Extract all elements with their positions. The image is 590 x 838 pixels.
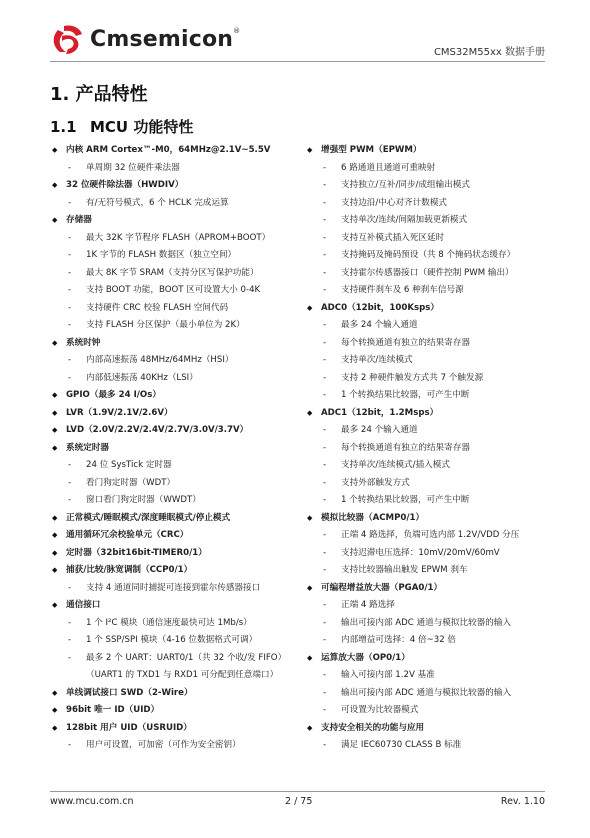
feature-text: 内核 ARM Cortex™-M0，64MHz@2.1V~5.5V (66, 145, 271, 155)
feature-text: 窗口看门狗定时器（WWDT） (86, 495, 201, 505)
diamond-bullet-icon: ◆ (52, 688, 58, 697)
dash-marker: - (323, 740, 327, 750)
feature-subitem (305, 282, 555, 300)
feature-text: 支持霍尔传感器接口（硬件控制 PWM 输出） (341, 267, 514, 278)
feature-text: 正常模式/睡眠模式/深度睡眠模式/停止模式 (66, 512, 231, 523)
feature-text: 支持单次/连续模式 (341, 355, 413, 365)
feature-subitem (50, 615, 300, 633)
dash-marker: - (323, 267, 327, 278)
feature-subitem (50, 475, 300, 493)
feature-subitem (50, 457, 300, 475)
dash-marker: - (323, 285, 327, 295)
feature-text: 支持独立/互补/同步/成组输出模式 (341, 180, 470, 190)
feature-text: 支持单次/连续模式/插入模式 (341, 460, 450, 470)
diamond-bullet-icon: ◆ (52, 531, 58, 539)
diamond-bullet-icon: ◆ (52, 513, 58, 522)
dash-marker: - (323, 162, 327, 173)
feature-subitem (305, 160, 555, 178)
feature-text: LVD（2.0V/2.2V/2.4V/2.7V/3.0V/3.7V） (66, 425, 249, 435)
feature-subitem (305, 265, 555, 283)
footer-website: www.mcu.com.cn (50, 796, 134, 807)
feature-text: 最大 32K 字节程序 FLASH（APROM+BOOT） (86, 232, 271, 243)
feature-subitem (305, 457, 555, 475)
feature-text: 输出可接内部 ADC 通道与模拟比较器的输入 (341, 617, 512, 628)
feature-subitem (50, 492, 300, 510)
dash-marker: - (323, 215, 327, 225)
feature-text: 1 个 SSP/SPI 模块（4-16 位数据格式可调） (86, 635, 258, 645)
feature-subitem (305, 475, 555, 493)
feature-text: 正端 4 路选择，负端可选内部 1.2V/VDD 分压 (341, 530, 520, 540)
feature-text: LVR（1.9V/2.1V/2.6V） (66, 407, 173, 418)
feature-text: 定时器（32bit16bit-TIMER0/1） (66, 547, 207, 558)
feature-text: 支持互补模式插入死区延时 (341, 232, 445, 243)
dash-marker: - (323, 635, 327, 645)
feature-text: （UART1 的 TXD1 与 RXD1 可分配到任意端口） (86, 670, 279, 680)
feature-text: 24 位 SysTick 定时器 (86, 460, 172, 470)
diamond-bullet-icon: ◆ (52, 443, 58, 452)
feature-text: 支持边沿/中心对齐计数模式 (341, 197, 448, 208)
feature-subitem (305, 387, 555, 405)
dash-marker: - (323, 250, 327, 260)
feature-text: 支持硬件刹车及 6 种刹车信号源 (341, 285, 464, 295)
dash-marker: - (323, 232, 327, 243)
feature-text: 每个转换通道有独立的结果寄存器 (341, 337, 470, 348)
feature-text: 128bit 用户 UID（USRUID） (66, 722, 192, 733)
feature-item (50, 405, 300, 423)
dash-marker: - (323, 197, 327, 208)
dash-marker: - (323, 495, 327, 505)
subsection-heading: MCU 功能特性 (90, 118, 194, 136)
diamond-bullet-icon: ◆ (52, 146, 58, 154)
feature-list-right (305, 142, 555, 755)
feature-item (50, 545, 300, 563)
feature-subitem (50, 352, 300, 370)
dash-marker: - (68, 652, 72, 663)
feature-text: 通用循环冗余校验单元（CRC） (66, 530, 189, 540)
feature-item (50, 702, 300, 720)
feature-text: 运算放大器（OP0/1） (321, 652, 410, 663)
feature-text: 最多 24 个输入通道 (341, 425, 418, 435)
feature-subitem (50, 195, 300, 213)
feature-text: 增强型 PWM（EPWM） (321, 145, 422, 155)
feature-subitem (305, 317, 555, 335)
feature-item (50, 685, 300, 703)
dash-marker: - (323, 547, 327, 558)
feature-text: 正端 4 路选择 (341, 600, 395, 610)
feature-text: 内部高速振荡 48MHz/64MHz（HSI） (86, 355, 234, 365)
feature-text: 1K 字节的 FLASH 数据区（独立空间） (86, 250, 237, 260)
feature-item (50, 177, 300, 195)
dash-marker: - (68, 267, 72, 278)
feature-item (305, 510, 555, 528)
feature-text: 模拟比较器（ACMP0/1） (321, 512, 425, 523)
diamond-bullet-icon: ◆ (52, 391, 58, 399)
feature-subitem (305, 352, 555, 370)
feature-text: 最多 2 个 UART：UART0/1（共 32 个收/发 FIFO） (86, 652, 287, 663)
feature-text: 有/无符号模式，6 个 HCLK 完成运算 (86, 197, 229, 208)
dash-marker: - (68, 285, 72, 295)
cmsemicon-logo-icon (50, 22, 86, 58)
feature-subitem (305, 195, 555, 213)
diamond-bullet-icon: ◆ (52, 216, 58, 224)
dash-marker: - (323, 617, 327, 628)
feature-subitem (50, 265, 300, 283)
feature-subitem (50, 247, 300, 265)
feature-subitem (50, 580, 300, 598)
feature-item (50, 527, 300, 545)
feature-text: 96bit 唯一 ID（UID） (66, 705, 160, 715)
dash-marker: - (68, 635, 72, 645)
dash-marker: - (323, 477, 327, 488)
feature-text: 支持单次/连续/间隔加载更新模式 (341, 215, 468, 225)
feature-subitem (305, 527, 555, 545)
feature-subitem (305, 177, 555, 195)
feature-item (50, 142, 300, 160)
feature-item (50, 212, 300, 230)
feature-item (305, 580, 555, 598)
feature-text: 存储器 (66, 215, 92, 225)
feature-text: ADC1（12bit，1.2Msps） (321, 407, 439, 418)
feature-subitem (50, 300, 300, 318)
dash-marker: - (68, 477, 72, 488)
feature-text: 单周期 32 位硬件乘法器 (86, 162, 180, 173)
feature-text: 内部增益可选择：4 倍~32 倍 (341, 635, 457, 645)
feature-text: 通信接口 (66, 600, 101, 610)
feature-text: 内部低速振荡 40KHz（LSI） (86, 372, 198, 383)
dash-marker: - (323, 460, 327, 470)
feature-text: 支持 FLASH 分区保护（最小单位为 2K） (86, 320, 245, 330)
dash-marker: - (323, 565, 327, 575)
dash-marker: - (323, 337, 327, 348)
feature-subitem (305, 492, 555, 510)
feature-subitem (50, 370, 300, 388)
diamond-bullet-icon: ◆ (307, 653, 313, 662)
feature-subitem (50, 282, 300, 300)
feature-text: 可编程增益放大器（PGA0/1） (321, 582, 443, 593)
feature-text: 看门狗定时器（WDT） (86, 477, 176, 488)
feature-text: 支持外部触发方式 (341, 477, 410, 488)
diamond-bullet-icon: ◆ (52, 408, 58, 417)
subsection-title (50, 116, 193, 137)
feature-text: 支持 BOOT 功能，BOOT 区可设置大小 0-4K (86, 285, 261, 295)
feature-text: 1 个转换结果比较器，可产生中断 (341, 495, 470, 505)
dash-marker: - (323, 355, 327, 365)
feature-subitem (305, 335, 555, 353)
feature-text: 支持 2 种硬件触发方式共 7 个触发源 (341, 372, 484, 383)
subsection-number: 1.1 (50, 118, 77, 136)
feature-text: 32 位硬件除法器（HWDIV） (66, 180, 184, 190)
feature-subitem (305, 422, 555, 440)
feature-item (305, 142, 555, 160)
feature-subitem (305, 230, 555, 248)
dash-marker: - (323, 530, 327, 540)
diamond-bullet-icon: ◆ (52, 566, 58, 574)
section-title: 1. 产品特性 (50, 84, 148, 105)
feature-item (50, 597, 300, 615)
diamond-bullet-icon: ◆ (307, 408, 313, 417)
feature-subitem (305, 545, 555, 563)
diamond-bullet-icon: ◆ (307, 303, 313, 312)
feature-text: 用户可设置，可加密（可作为安全密钥） (86, 740, 241, 750)
feature-item (305, 405, 555, 423)
dash-marker: - (68, 355, 72, 365)
dash-marker: - (323, 705, 327, 715)
feature-item (50, 335, 300, 353)
feature-text: 最大 8K 字节 SRAM（支持分区写保护功能） (86, 267, 259, 278)
feature-item (50, 562, 300, 580)
dash-marker: - (68, 460, 72, 470)
feature-subitem (305, 615, 555, 633)
dash-marker: - (323, 600, 327, 610)
diamond-bullet-icon: ◆ (52, 706, 58, 714)
feature-subitem (50, 667, 300, 685)
feature-subitem (305, 247, 555, 265)
dash-marker: - (68, 197, 72, 208)
dash-marker: - (68, 232, 72, 243)
feature-subitem (50, 650, 300, 668)
feature-text: 捕获/比较/脉宽调制（CCP0/1） (66, 565, 193, 575)
feature-subitem (305, 702, 555, 720)
feature-item (305, 300, 555, 318)
feature-item (305, 720, 555, 738)
feature-text: 支持 4 通道同时捕捉可连接到霍尔传感器接口 (86, 582, 261, 593)
feature-item (50, 387, 300, 405)
feature-text: 输入可接内部 1.2V 基准 (341, 670, 435, 680)
feature-subitem (50, 160, 300, 178)
dash-marker: - (323, 320, 327, 330)
diamond-bullet-icon: ◆ (307, 583, 313, 592)
feature-text: 1 个 I²C 模块（通信速度最快可达 1Mb/s） (86, 617, 252, 628)
feature-subitem (305, 685, 555, 703)
diamond-bullet-icon: ◆ (52, 338, 58, 347)
feature-text: 系统时钟 (66, 337, 101, 348)
diamond-bullet-icon: ◆ (307, 723, 313, 732)
diamond-bullet-icon: ◆ (307, 513, 313, 522)
dash-marker: - (323, 442, 327, 453)
feature-text: 支持掩码及掩码预设（共 8 个掩码状态缓存） (341, 250, 516, 260)
feature-subitem (305, 562, 555, 580)
feature-text: 支持比较器输出触发 EPWM 刹车 (341, 565, 468, 575)
dash-marker: - (68, 372, 72, 383)
dash-marker: - (68, 740, 72, 750)
feature-item (50, 720, 300, 738)
feature-subitem (305, 370, 555, 388)
feature-text: 满足 IEC60730 CLASS B 标准 (341, 740, 462, 750)
dash-marker: - (68, 495, 72, 505)
feature-text: 支持安全相关的功能与应用 (321, 722, 425, 733)
brand-name: Cmsemicon® (90, 27, 241, 52)
feature-text: 输出可接内部 ADC 通道与模拟比较器的输入 (341, 687, 512, 698)
feature-text: 6 路通道且通道可重映射 (341, 162, 436, 173)
registered-mark: ® (233, 27, 241, 35)
feature-text: 支持迟滞电压选择：10mV/20mV/60mV (341, 547, 500, 558)
diamond-bullet-icon: ◆ (52, 723, 58, 732)
feature-item (50, 422, 300, 440)
feature-item (305, 650, 555, 668)
footer-divider (50, 791, 545, 792)
feature-text: 每个转换通道有独立的结果寄存器 (341, 442, 470, 453)
dash-marker: - (68, 617, 72, 628)
dash-marker: - (323, 670, 327, 680)
feature-item (50, 510, 300, 528)
feature-subitem (50, 230, 300, 248)
feature-text: 支持硬件 CRC 校验 FLASH 空间代码 (86, 302, 229, 313)
feature-subitem (305, 737, 555, 755)
feature-text: ADC0（12bit，100Ksps） (321, 302, 439, 313)
document-title: CMS32M55xx 数据手册 (433, 47, 545, 58)
diamond-bullet-icon: ◆ (52, 601, 58, 609)
dash-marker: - (68, 320, 72, 330)
feature-list-left (50, 142, 300, 755)
feature-text: 1 个转换结果比较器，可产生中断 (341, 390, 470, 400)
header-divider (50, 61, 545, 62)
feature-subitem (305, 212, 555, 230)
feature-item (50, 440, 300, 458)
feature-text: 单线调试接口 SWD（2-Wire） (66, 687, 193, 698)
page-header (50, 22, 545, 60)
diamond-bullet-icon: ◆ (52, 426, 58, 434)
dash-marker: - (323, 390, 327, 400)
revision: Rev. 1.10 (500, 796, 545, 807)
feature-subitem (305, 597, 555, 615)
dash-marker: - (68, 582, 72, 593)
dash-marker: - (68, 302, 72, 313)
dash-marker: - (323, 372, 327, 383)
feature-subitem (50, 317, 300, 335)
dash-marker: - (323, 425, 327, 435)
page-number: 2 / 75 (285, 796, 313, 807)
feature-subitem (305, 667, 555, 685)
dash-marker: - (323, 687, 327, 698)
feature-subitem (50, 632, 300, 650)
feature-subitem (305, 632, 555, 650)
diamond-bullet-icon: ◆ (307, 146, 313, 154)
feature-text: 系统定时器 (66, 442, 109, 453)
diamond-bullet-icon: ◆ (52, 548, 58, 557)
diamond-bullet-icon: ◆ (52, 181, 58, 189)
dash-marker: - (68, 250, 72, 260)
feature-text: 可设置为比较器模式 (341, 705, 419, 715)
feature-subitem (305, 440, 555, 458)
dash-marker: - (323, 180, 327, 190)
feature-text: GPIO（最多 24 I/Os） (66, 390, 161, 400)
feature-text: 最多 24 个输入通道 (341, 320, 418, 330)
feature-subitem (50, 737, 300, 755)
dash-marker: - (68, 162, 72, 173)
